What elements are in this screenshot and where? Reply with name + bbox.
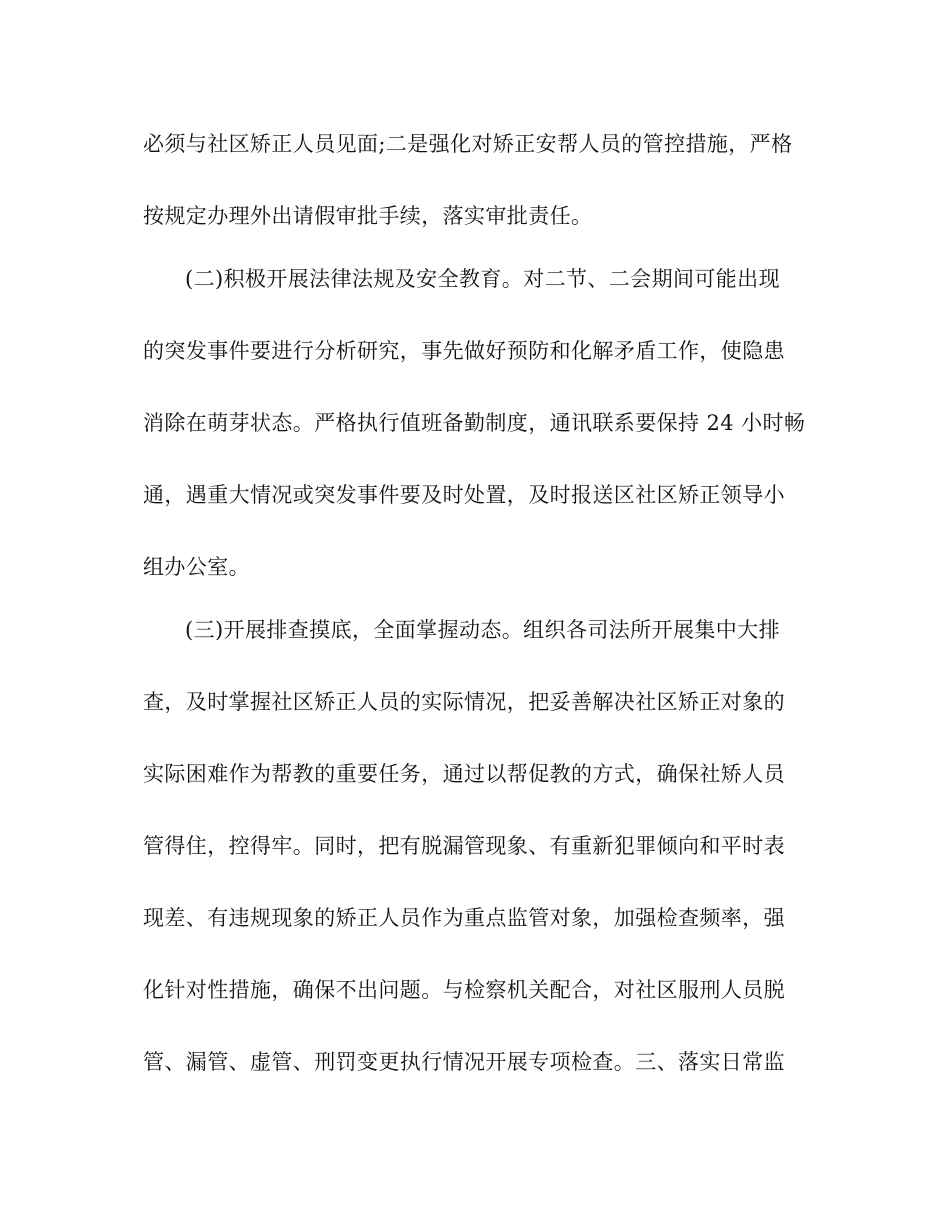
text-line: 通，遇重大情况或突发事件要及时处置，及时报送区社区矫正领导小 <box>143 483 785 507</box>
text-line: 实际困难作为帮教的重要任务，通过以帮促教的方式，确保社矫人员 <box>143 762 785 786</box>
text-line: 查，及时掌握社区矫正人员的实际情况，把妥善解决社区矫正对象的 <box>143 690 785 714</box>
text-line: 消除在萌芽状态。严格执行值班备勤制度，通讯联系要保持 24 小时畅 <box>143 411 806 435</box>
text-line: 管、漏管、虚管、刑罚变更执行情况开展专项检查。三、落实日常监 <box>143 1050 785 1074</box>
text-line: 按规定办理外出请假审批手续，落实审批责任。 <box>143 204 593 228</box>
text-line: 的突发事件要进行分析研究，事先做好预防和化解矛盾工作，使隐患 <box>143 339 785 363</box>
paragraph-start-line: (三)开展排查摸底，全面掌握动态。组织各司法所开展集中大排 <box>185 618 780 642</box>
text-line: 组办公室。 <box>143 555 250 579</box>
text-line: 管得住，控得牢。同时，把有脱漏管现象、有重新犯罪倾向和平时表 <box>143 834 785 858</box>
text-line: 化针对性措施，确保不出问题。与检察机关配合，对社区服刑人员脱 <box>143 978 785 1002</box>
text-line: 必须与社区矫正人员见面;二是强化对矫正安帮人员的管控措施，严格 <box>143 132 793 156</box>
paragraph-start-line: (二)积极开展法律法规及安全教育。对二节、二会期间可能出现 <box>185 267 780 291</box>
text-line: 现差、有违规现象的矫正人员作为重点监管对象，加强检查频率，强 <box>143 906 785 930</box>
